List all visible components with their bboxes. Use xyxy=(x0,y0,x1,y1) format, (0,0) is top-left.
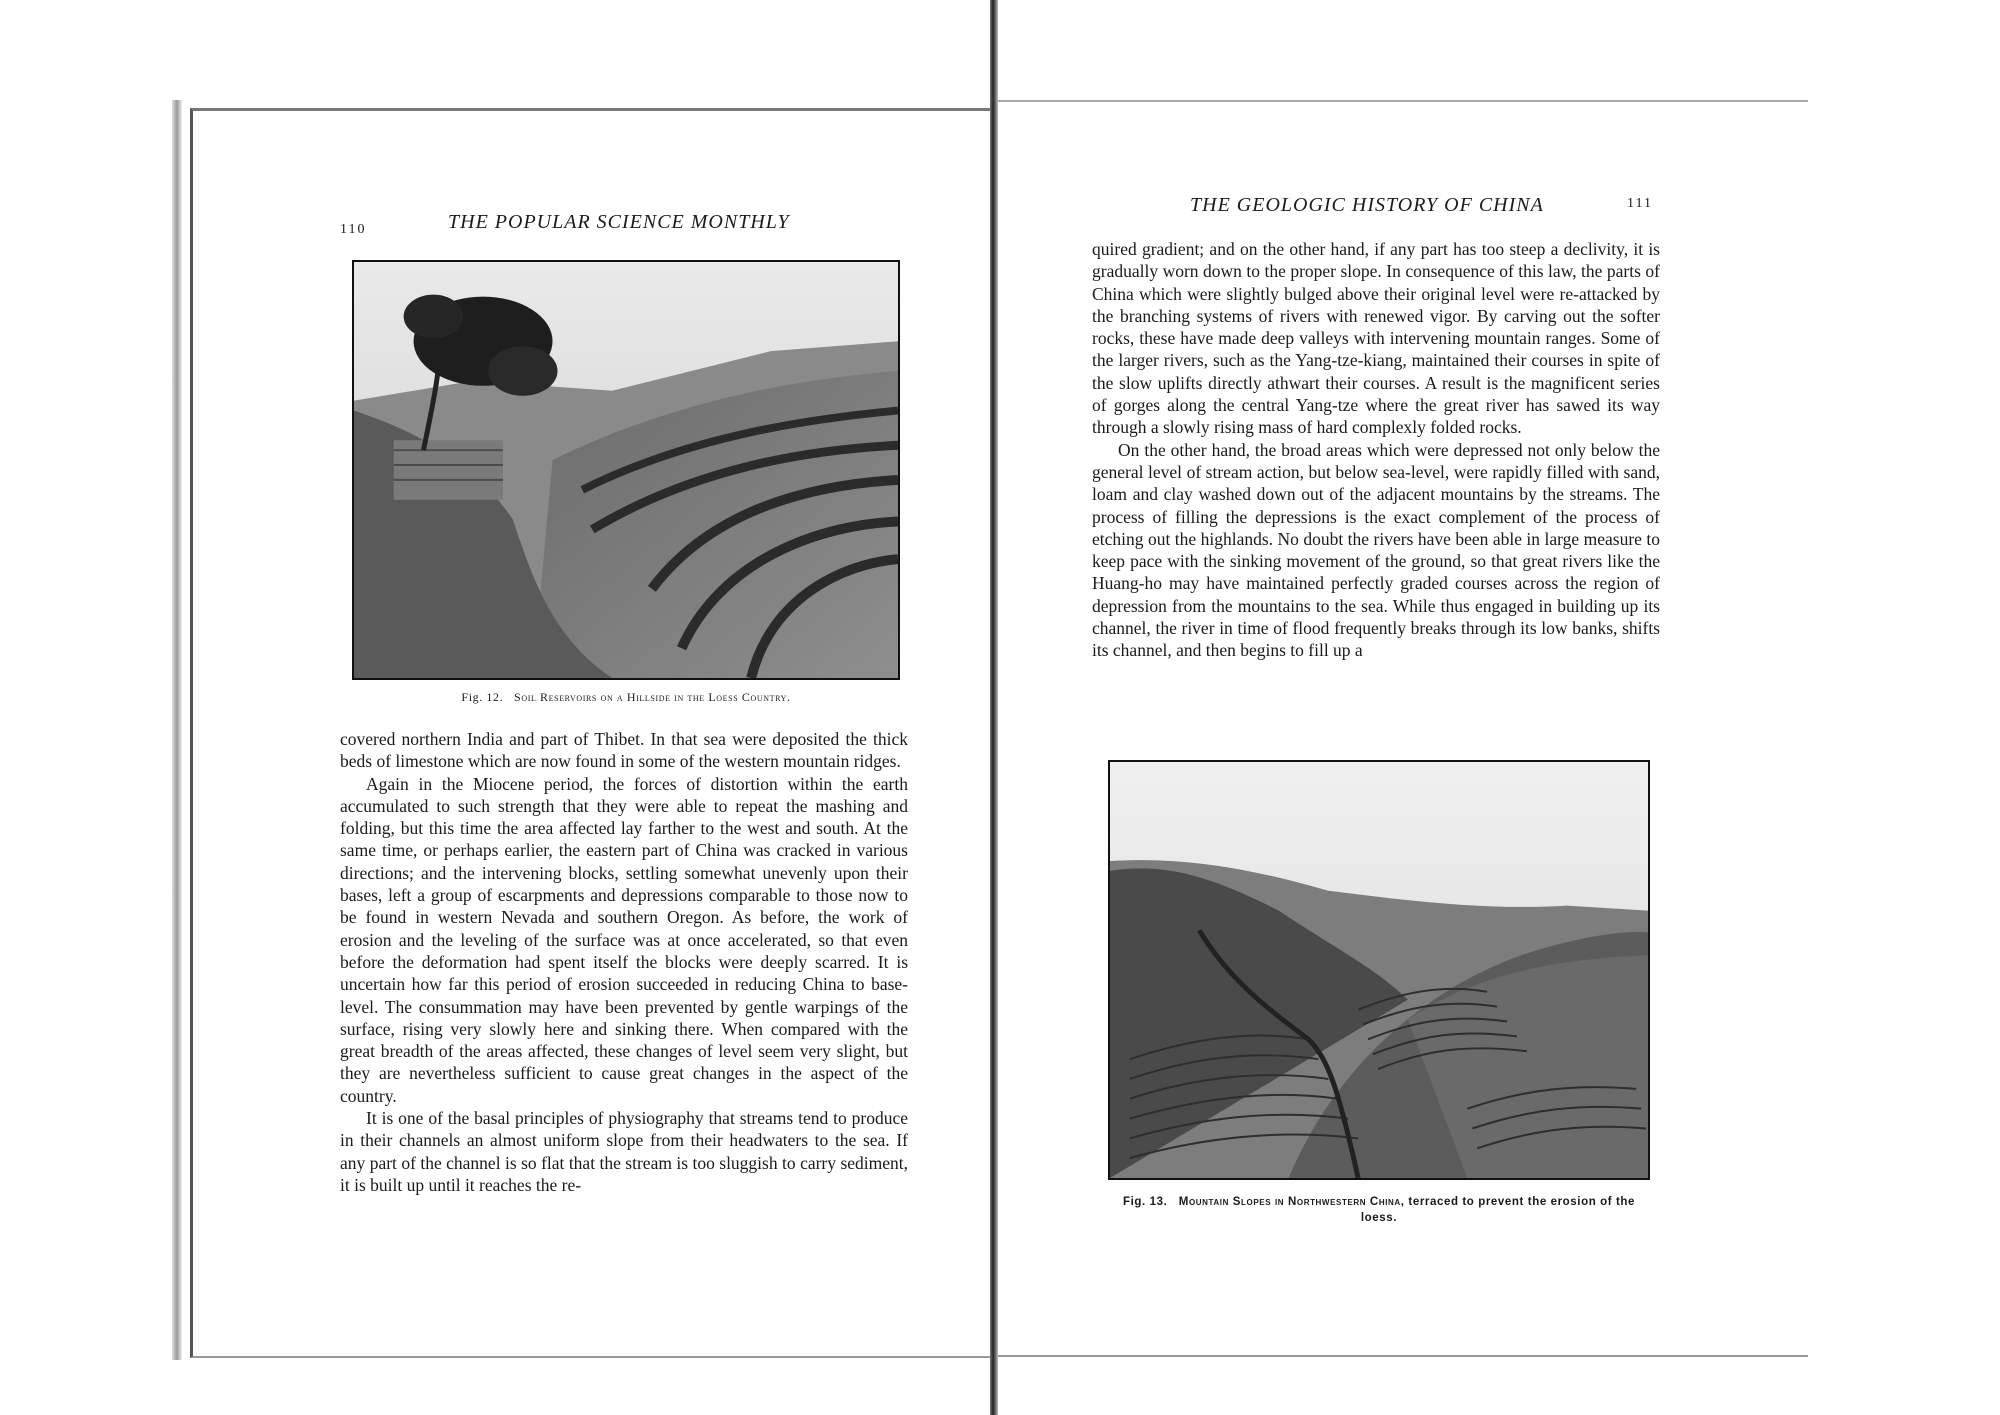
mountain-slopes-photo xyxy=(1110,762,1648,1178)
right-running-head: THE GEOLOGIC HISTORY OF CHINA xyxy=(1190,194,1544,216)
left-paragraph-2: Again in the Miocene period, the forces of distortion within the earth accumulated to such strength that they were able to repeat the mashing and folding, but this time the area affected lay farther to the west and south. At the same time, or perhaps earlier, the eastern part of China was cracked in various directions; and the intervening blocks, settling somewhat unevenly upon their bases, left a group of escarpments and depressions comparable to those now to be found in western Nevada and southern Oregon. As before, the work of erosion and the leveling of the surface was at once accelerated, so that even before the deformation had spent itself the blocks were deeply scarred. It is uncertain how far this period of erosion succeeded in reducing China to base-level. The consummation may have been prevented by gentle warpings of the surface, rising very slowly here and sinking there. When compared with the great breadth of the areas affected, these changes of level seem very slight, but they are nevertheless sufficient to cause great changes in the aspect of the country. xyxy=(340,773,908,1106)
right-paragraph-1: quired gradient; and on the other hand, if any part has too steep a declivity, it is gradually worn down to the proper slope. In consequence of this law, the parts of China which were slightly bulged above their original level were re-attacked by the branching systems of rivers with renewed vigor. By carving out the softer rocks, these have made deep valleys with intervening mountain ranges. Some of the larger rivers, such as the Yang-tze-kiang, maintained their courses in spite of the slow uplifts directly athwart their courses. A result is the magnificent series of gorges along the central Yang-tze where the great river has sawed its way through a slowly rising mass of hard complexly folded rocks. xyxy=(1092,239,1660,438)
left-running-head: THE POPULAR SCIENCE MONTHLY xyxy=(448,211,790,233)
left-paragraph-1: covered northern India and part of Thibet. In that sea were deposited the thick beds of limestone which are now found in some of the western mountain ridges. xyxy=(340,729,908,772)
book-gutter xyxy=(990,0,998,1415)
figure-12-photo xyxy=(352,260,900,680)
figure-12-label: Fig. 12. xyxy=(461,690,504,704)
book-outer-edge xyxy=(172,100,182,1360)
right-paragraph-2: On the other hand, the broad areas which were depressed not only below the general level of stream action, but below sea-level, were rapidly filled with sand, loam and clay washed down out of the adjacent mountains by the streams. The process of filling the depressions is the exact complement of the process of etching out the highlands. No doubt the rivers have been able in large measure to keep pace with the sinking movement of the ground, so that great rivers like the Huang-ho may have maintained perfectly graded courses across the region of depression from the mountains to the sea. While thus engaged in building up its channel, the river in time of flood frequently breaks through its low banks, shifts its channel, and then begins to fill up a xyxy=(1092,439,1660,661)
figure-13-caption xyxy=(1108,1194,1650,1226)
left-paragraph-3: It is one of the basal principles of physiography that streams tend to produce in their channels an almost uniform slope from their headwaters to the sea. If any part of the channel is so flat that the stream is too sluggish to carry sediment, it is built up until it reaches the re- xyxy=(340,1108,908,1195)
figure-12-caption xyxy=(352,690,900,705)
left-body-text xyxy=(340,728,908,1196)
figure-13-caption-smallcaps: Mountain Slopes in Northwestern China, xyxy=(1178,1196,1405,1208)
right-body-text xyxy=(1092,238,1660,662)
terraced-hillside-photo xyxy=(354,262,898,678)
figure-12-caption-text: Soil Reservoirs on a Hillside in the Loess Country. xyxy=(514,690,791,704)
right-page-number: 111 xyxy=(1627,196,1653,211)
left-page-number: 110 xyxy=(340,222,367,237)
figure-13-caption-rest: terraced to prevent the erosion of the loess. xyxy=(1360,1196,1636,1224)
figure-13-photo xyxy=(1108,760,1650,1180)
figure-13-label: Fig. 13. xyxy=(1122,1196,1168,1208)
